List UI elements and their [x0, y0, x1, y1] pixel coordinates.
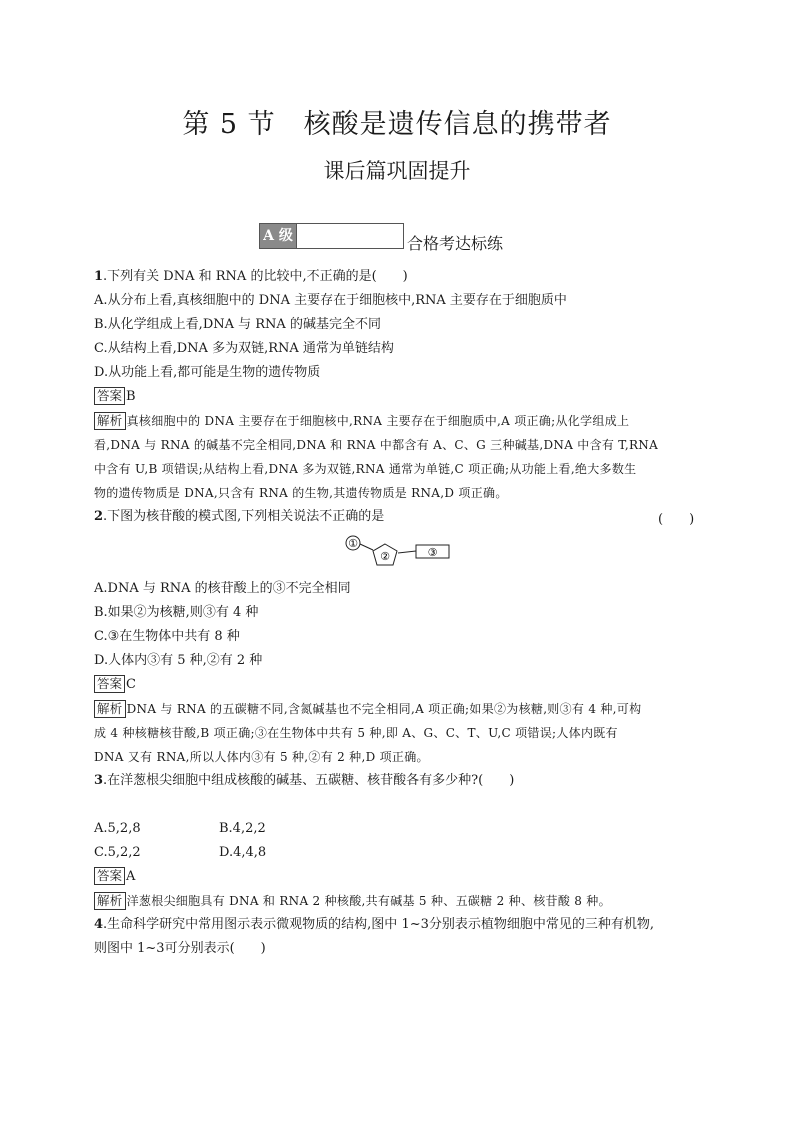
answer-value: B — [126, 389, 136, 404]
question-3-option-b: B.4,2,2 — [219, 821, 266, 836]
question-2-stem — [94, 507, 384, 527]
question-2-option-d: D.人体内③有 5 种,②有 2 种 — [94, 653, 263, 668]
answer-tag: 答案 — [94, 675, 125, 693]
page-subtitle: 课后篇巩固提升 — [323, 159, 471, 183]
question-1-analysis-line: 看,DNA 与 RNA 的碱基不完全相同,DNA 和 RNA 中都含有 A、C、G 三种碱基,DNA 中含有 T,RNA — [94, 438, 659, 452]
question-2-analysis-line — [94, 699, 641, 719]
question-text: .下列有关 DNA 和 RNA 的比较中,不正确的是( ) — [103, 269, 408, 284]
analysis-tag: 解析 — [94, 700, 126, 718]
answer-paren: ( ) — [658, 512, 695, 527]
question-1-option-b: B.从化学组成上看,DNA 与 RNA 的碱基完全不同 — [94, 317, 381, 332]
question-4-stem-line-2: 则图中 1~3可分别表示( ) — [94, 941, 266, 956]
analysis-tag: 解析 — [94, 892, 126, 910]
question-2-option-c: C.③在生物体中共有 8 种 — [94, 629, 240, 644]
question-1-stem — [94, 267, 408, 287]
analysis-text: 真核细胞中的 DNA 主要存在于细胞核中,RNA 主要存在于细胞质中,A 项正确;从化学组成上 — [126, 414, 630, 428]
level-badge: A 级 — [259, 223, 297, 249]
analysis-tag: 解析 — [94, 412, 126, 430]
question-1-option-d: D.从功能上看,都可能是生物的遗传物质 — [94, 365, 321, 380]
question-number: 3 — [94, 773, 104, 788]
question-2-option-a: A.DNA 与 RNA 的核苷酸上的③不完全相同 — [94, 581, 351, 596]
question-1-analysis-line: 中含有 U,B 项错误;从结构上看,DNA 多为双链,RNA 通常为单链,C 项正确;从功能上看,绝大多数生 — [94, 462, 637, 476]
answer-value: A — [126, 869, 136, 884]
sugar-label: ② — [380, 550, 390, 563]
base-label: ③ — [427, 546, 438, 559]
question-1-analysis-line: 物的遗传物质是 DNA,只含有 RNA 的生物,其遗传物质是 RNA,D 项正确。 — [94, 486, 508, 500]
question-1-answer — [94, 387, 136, 407]
question-2-option-b: B.如果②为核糖,则③有 4 种 — [94, 605, 259, 620]
level-label: 合格考达标练 — [407, 234, 504, 253]
phosphate-label: ① — [348, 537, 358, 550]
nucleotide-diagram — [343, 535, 453, 571]
question-text: .在洋葱根尖细胞中组成核酸的碱基、五碳糖、核苷酸各有多少种?( ) — [103, 773, 515, 788]
bond-line — [398, 551, 416, 553]
answer-tag: 答案 — [94, 387, 125, 405]
question-3-answer — [94, 867, 135, 887]
answer-tag: 答案 — [94, 867, 125, 885]
bond-line — [360, 544, 373, 550]
question-text: .下图为核苷酸的模式图,下列相关说法不正确的是 — [103, 509, 385, 524]
question-number: 1 — [94, 269, 104, 284]
question-2-answer — [94, 675, 136, 695]
question-4-stem — [94, 915, 654, 935]
question-1-analysis-line — [94, 411, 629, 431]
question-2-analysis-line: 成 4 种核糖核苷酸,B 项正确;③在生物体中共有 5 种,即 A、G、C、T、U,C 项错误;人体内既有 — [94, 726, 618, 740]
level-bar — [297, 223, 404, 249]
question-3-option-c: C.5,2,2 — [94, 845, 141, 860]
question-3-stem — [94, 771, 514, 791]
question-1-option-a: A.从分布上看,真核细胞中的 DNA 主要存在于细胞核中,RNA 主要存在于细胞质中 — [94, 293, 567, 308]
question-text: .生命科学研究中常用图示表示微观物质的结构,图中 1~3分别表示植物细胞中常见的三种有机物, — [103, 917, 655, 932]
question-3-option-a: A.5,2,8 — [94, 821, 141, 836]
question-1-option-c: C.从结构上看,DNA 多为双链,RNA 通常为单链结构 — [94, 341, 394, 356]
page-title: 第 5 节 核酸是遗传信息的携带者 — [182, 109, 612, 140]
analysis-text: 洋葱根尖细胞具有 DNA 和 RNA 2 种核酸,共有碱基 5 种、五碳糖 2 种、核苷酸 8 种。 — [126, 894, 611, 908]
question-number: 4 — [94, 917, 104, 932]
question-3-option-d: D.4,4,8 — [219, 845, 267, 860]
question-2-analysis-line: DNA 又有 RNA,所以人体内③有 5 种,②有 2 种,D 项正确。 — [94, 750, 429, 764]
question-3-analysis-line — [94, 891, 611, 911]
question-number: 2 — [94, 509, 104, 524]
analysis-text: DNA 与 RNA 的五碳糖不同,含氮碱基也不完全相同,A 项正确;如果②为核糖,则③有 4 种,可构 — [126, 702, 642, 716]
answer-value: C — [126, 677, 136, 692]
